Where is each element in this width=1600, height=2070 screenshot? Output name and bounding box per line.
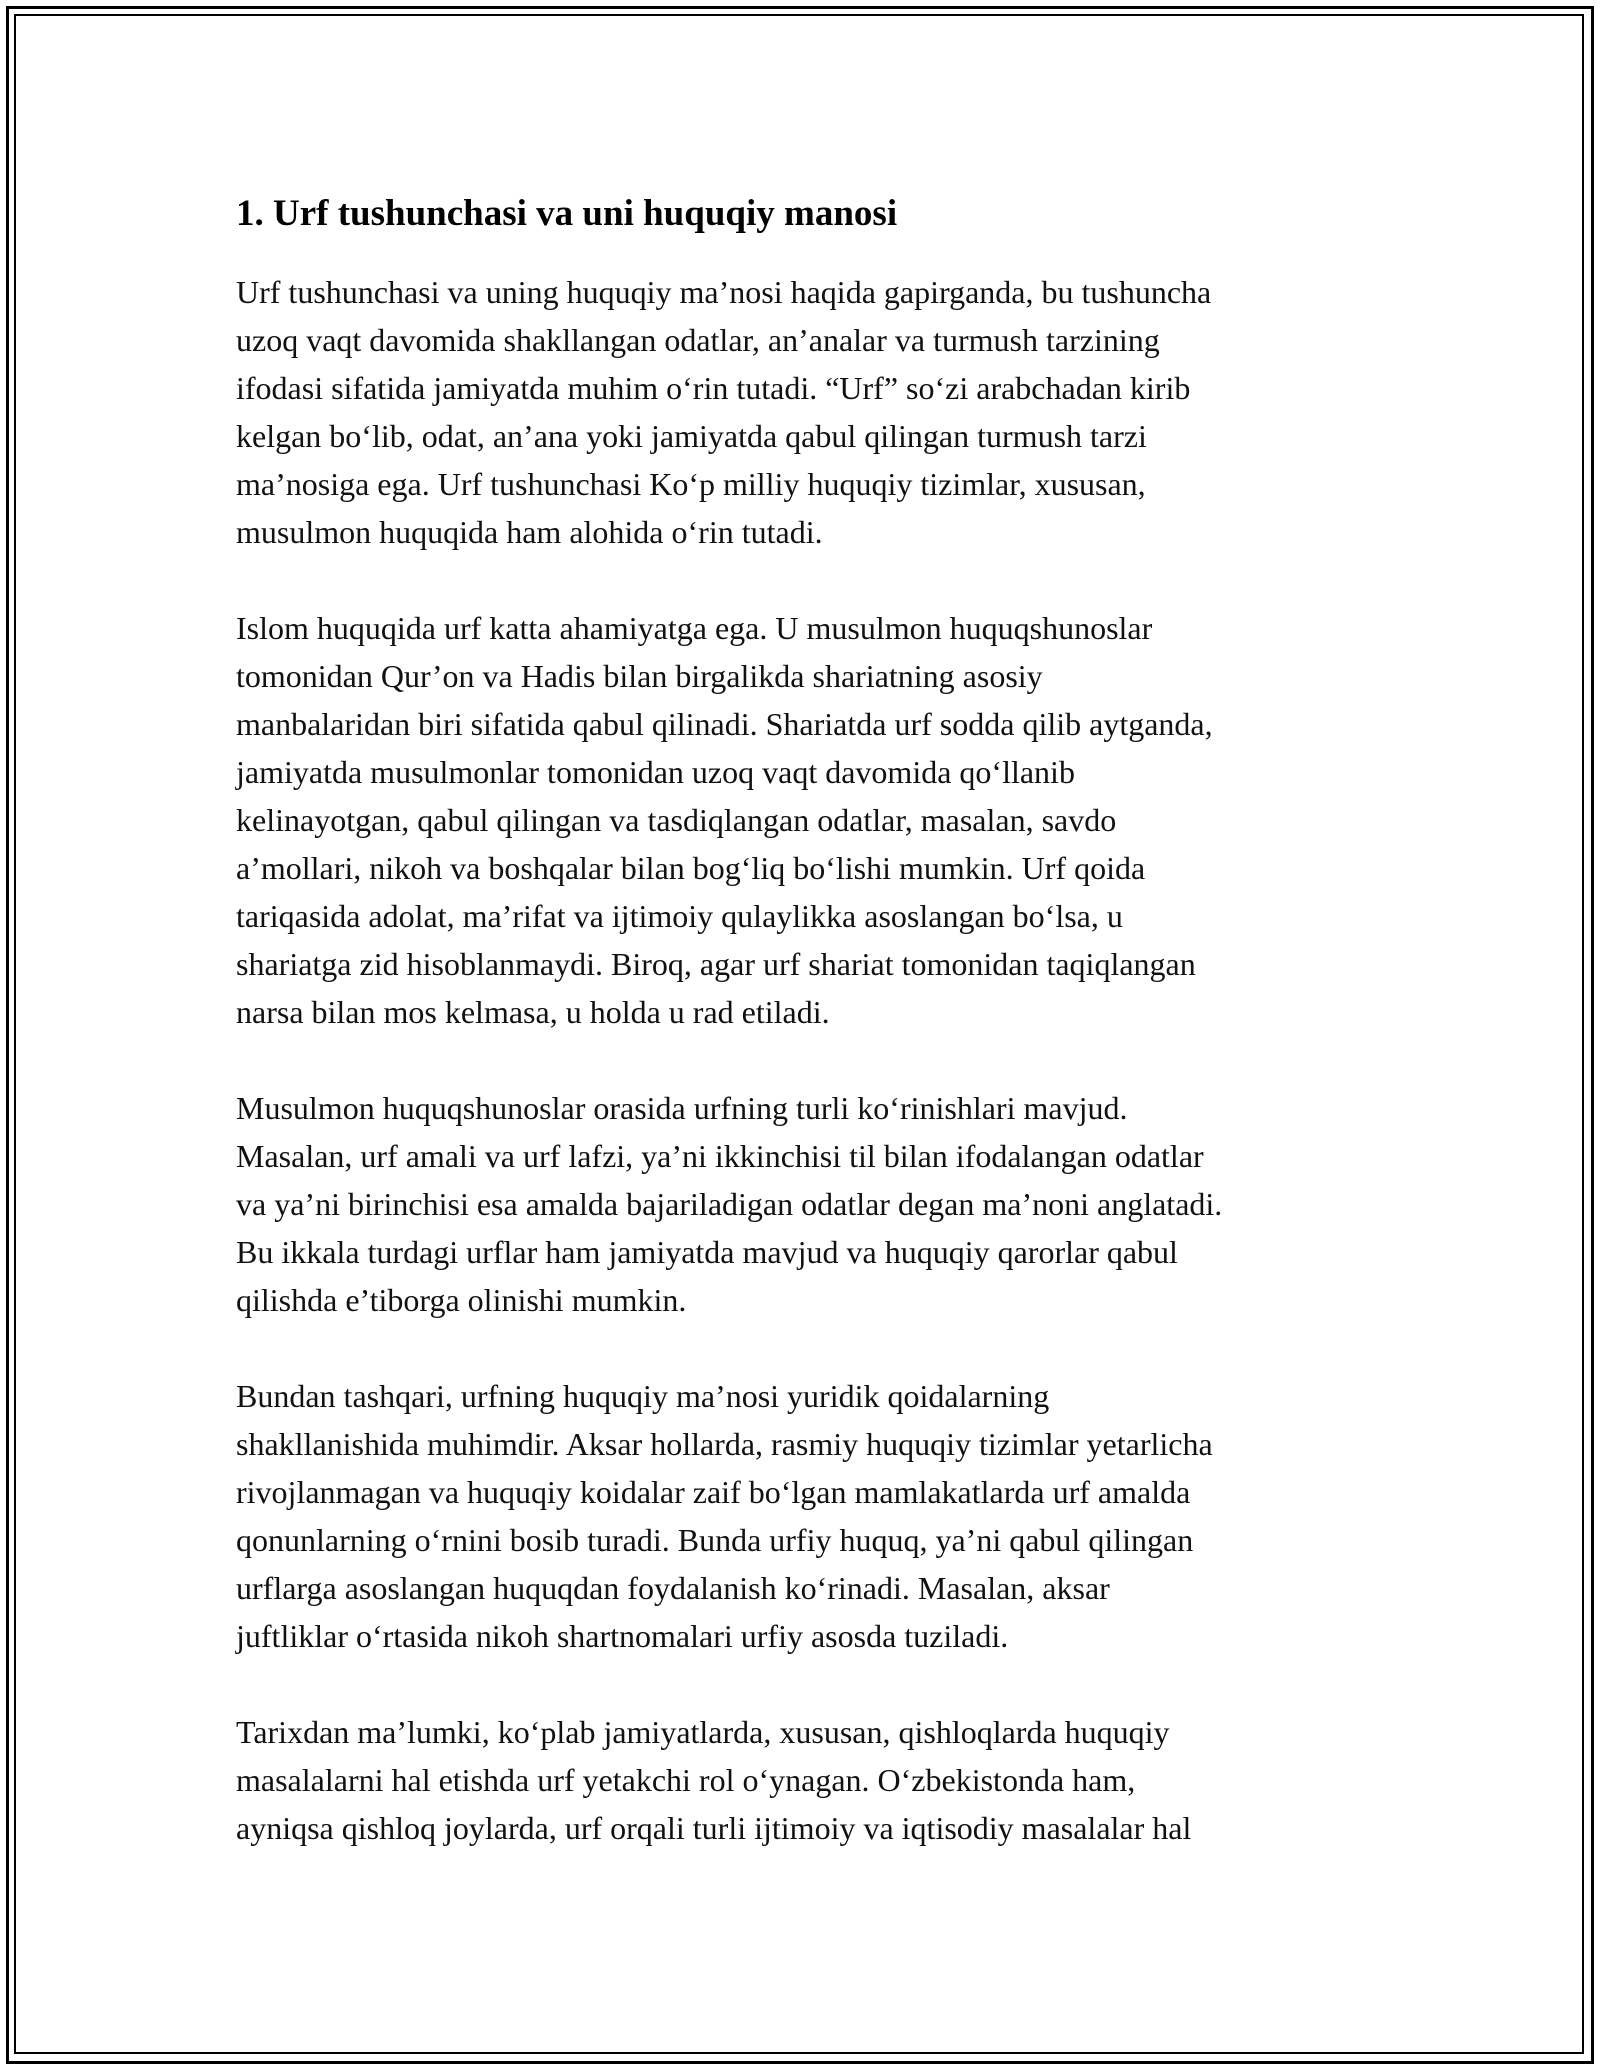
paragraph-4: Bundan tashqari, urfning huquqiy ma’nosi yuridik qoidalarning shakllanishida muhimdir. Aksar hollarda, rasmiy huquqiy tizimlar yetarlicha rivojlanmagan va huquqiy koidalar zaif bo‘lgan mamlakatlarda urf amalda qonunlarning o‘rnini bosib turadi. Bunda urfiy huquq, ya’ni qabul qilingan urflarga asoslangan huquqdan foydalanish ko‘rinadi. Masalan, aksar juftliklar o‘rtasida nikoh shartnomalari urfiy asosda tuziladi. xyxy=(236,1378,1213,1654)
paragraph-5: Tarixdan ma’lumki, ko‘plab jamiyatlarda, xususan, qishloqlarda huquqiy masalalarni hal etishda urf yetakchi rol o‘ynagan. O‘zbekistonda ham, ayniqsa qishloq joylarda, urf orqali turli ijtimoiy va iqtisodiy masalalar hal xyxy=(236,1714,1192,1846)
paragraph-3: Musulmon huquqshunoslar orasida urfning turli ko‘rinishlari mavjud. Masalan, urf amali va urf lafzi, ya’ni ikkinchisi til bilan ifodalangan odatlar va ya’ni birinchisi esa amalda bajariladigan odatlar degan ma’noni anglatadi. Bu ikkala turdagi urflar ham jamiyatda mavjud va huquqiy qarorlar qabul qilishda e’tiborga olinishi mumkin. xyxy=(236,1090,1223,1318)
section-heading: 1. Urf tushunchasi va uni huquqiy manosi xyxy=(236,193,898,234)
paragraph-1: Urf tushunchasi va uning huquqiy ma’nosi haqida gapirganda, bu tushuncha uzoq vaqt davomida shakllangan odatlar, an’analar va turmush tarzining ifodasi sifatida jamiyatda muhim o‘rin tutadi. “Urf” so‘zi arabchadan kirib kelgan bo‘lib, odat, an’ana yoki jamiyatda qabul qilingan turmush tarzi ma’nosiga ega. Urf tushunchasi Ko‘p milliy huquqiy tizimlar, xususan, musulmon huquqida ham alohida o‘rin tutadi. xyxy=(236,274,1212,550)
paragraph-2: Islom huquqida urf katta ahamiyatga ega. U musulmon huquqshunoslar tomonidan Qur’on va Hadis bilan birgalikda shariatning asosiy manbalaridan biri sifatida qabul qilinadi. Shariatda urf sodda qilib aytganda, jamiyatda musulmonlar tomonidan uzoq vaqt davomida qo‘llanib kelinayotgan, qabul qilingan va tasdiqlangan odatlar, masalan, savdo a’mollari, nikoh va boshqalar bilan bog‘liq bo‘lishi mumkin. Urf qoida tariqasida adolat, ma’rifat va ijtimoiy qulaylikka asoslangan bo‘lsa, u shariatga zid hisoblanmaydi. Biroq, agar urf shariat tomonidan taqiqlangan narsa bilan mos kelmasa, u holda u rad etiladi. xyxy=(236,610,1213,1030)
document-body xyxy=(236,188,1386,1852)
